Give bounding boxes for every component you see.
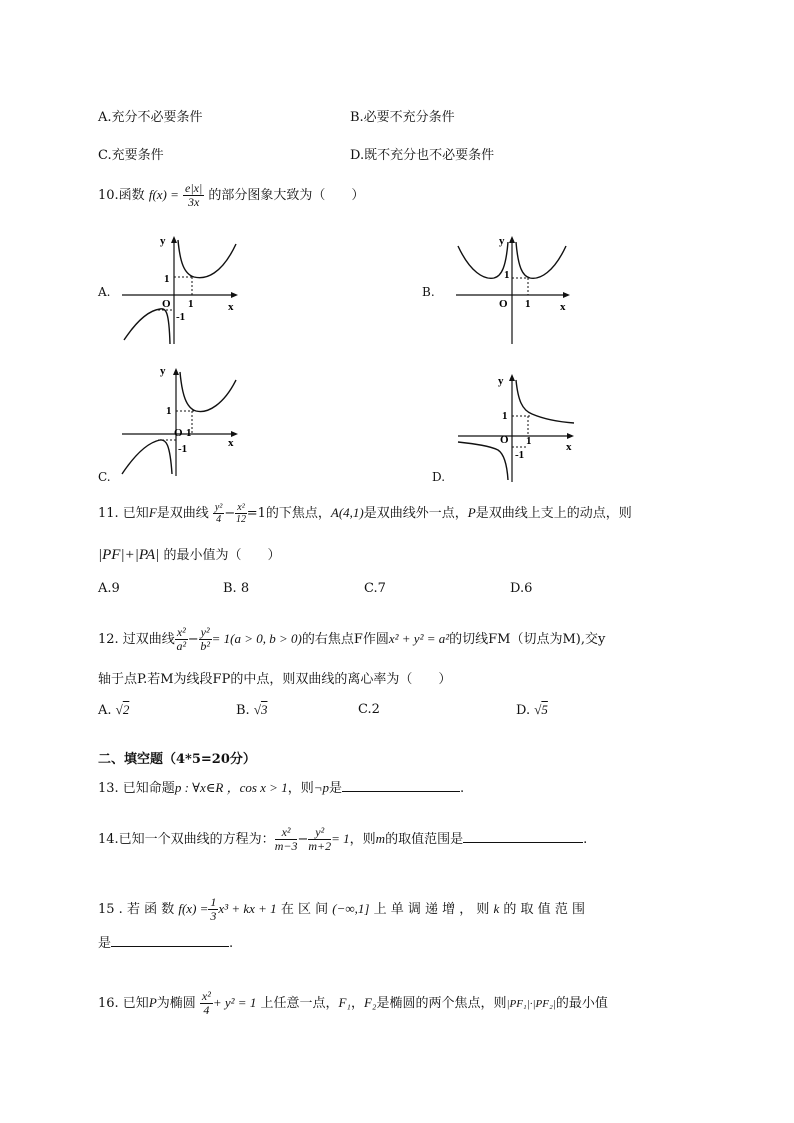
q16-mid2: 上任意一点， [260, 996, 339, 1012]
q12-option-b [236, 702, 267, 719]
q16-expr: |PF₁|·|PF₂| [506, 998, 556, 1011]
q16-frac [200, 990, 213, 1017]
q15-line2-label: 是 [98, 936, 112, 951]
q12-sqrt-a: 2 [122, 702, 130, 717]
graph-d-x-label: x [566, 441, 572, 453]
q12-cond: = 1(a > 0, b > 0) [211, 631, 302, 647]
q15-func-lhs: f(x) = [178, 901, 209, 917]
q12-frac1-den: a² [176, 639, 187, 654]
graph-a-y-arrow-icon [171, 236, 177, 243]
q16-ellipse-rest: + y² = 1 [212, 995, 257, 1011]
q13-end: . [460, 781, 465, 796]
q12-option-d [516, 702, 548, 719]
graph-d-one-x: 1 [526, 435, 532, 447]
q10-func-lhs: f(x) = [148, 187, 179, 203]
q16-suffix: 的最小值 [555, 996, 608, 1012]
q16-f1: F₁ [338, 995, 351, 1011]
q11-line2-suffix: 的最小值为（ ） [163, 548, 281, 563]
q11-option-d: D.6 [510, 581, 533, 596]
q11-f: F [148, 505, 157, 520]
q14-frac1 [275, 826, 298, 853]
graph-c-one-y: 1 [166, 405, 172, 417]
q12-frac1-num: x² [176, 625, 186, 639]
graph-d-x-arrow-icon [567, 433, 574, 439]
q12-option-c: C.2 [358, 702, 380, 717]
q16-line [98, 990, 608, 1017]
q12-option-d-label: D. [516, 703, 531, 718]
q14-line [98, 826, 587, 853]
graph-b-y-arrow-icon [509, 236, 515, 243]
q14-m: m [375, 831, 386, 847]
q16-p: P [148, 995, 157, 1011]
q9-option-a: A.充分不必要条件 [98, 110, 203, 125]
graph-c [118, 364, 243, 479]
graph-d-label: D. [432, 470, 446, 484]
q12-sqrt-b: 3 [260, 702, 268, 717]
graph-a-x-label: x [228, 301, 234, 313]
q11-p: P [467, 505, 476, 520]
q10-prefix: 10.函数 [98, 188, 145, 204]
q12-option-a-label: A. [98, 703, 112, 718]
q15-mid1: 在 区 间 [280, 902, 329, 918]
q11-option-c: C.7 [364, 581, 386, 596]
graph-a-curve-right [178, 240, 236, 278]
q11-eq: =1 [246, 506, 266, 521]
q11-minus: − [224, 506, 236, 521]
q11-frac1-den: 4 [216, 514, 222, 525]
graph-d-neg-one: -1 [515, 449, 525, 461]
q15-func-rest: x³ + kx + 1 [218, 901, 277, 917]
q11-frac2-num: x² [237, 502, 245, 513]
q12-option-d-value: √5 [534, 702, 548, 717]
graph-d-curve-left [458, 442, 508, 480]
q11-option-b: B. 8 [223, 581, 250, 596]
q14-eq: = 1 [331, 831, 350, 847]
q12-frac1 [175, 626, 188, 653]
graph-c-x-label: x [228, 437, 234, 449]
q12-mid: 的右焦点F作圆 [301, 632, 389, 648]
graph-b-origin: O [499, 298, 508, 310]
q14-mid: ，则 [349, 832, 376, 848]
q12-circle: x² + y² = a² [388, 631, 450, 647]
graph-d-origin: O [500, 434, 509, 446]
q15-k: k [493, 901, 500, 917]
q14-suffix: 的取值范围是 [385, 832, 464, 848]
q14-frac1-den: m−3 [274, 839, 298, 854]
q12-option-b-value: √3 [253, 702, 268, 717]
q9-option-d: D.既不充分也不必要条件 [350, 148, 495, 163]
q12-option-b-label: B. [236, 703, 250, 718]
graph-d-one-y: 1 [502, 410, 508, 422]
graph-c-curve-left [122, 440, 172, 474]
graph-d-curve-right [516, 380, 574, 423]
q11-frac2 [235, 502, 246, 525]
q15-frac-den: 3 [210, 909, 217, 924]
graph-a-one-y: 1 [164, 273, 170, 285]
graph-d-y-arrow-icon [509, 374, 515, 381]
q16-frac-den: 4 [203, 1003, 210, 1018]
q10-fraction [183, 182, 204, 209]
graph-d-y-label: y [498, 375, 504, 387]
graph-b-x-arrow-icon [563, 292, 570, 298]
q13-expr: p : ∀x∈R ，cos x > 1 [174, 780, 288, 795]
graph-d [456, 370, 581, 485]
graph-a-label: A. [98, 285, 111, 299]
q15-frac-num: 1 [210, 895, 217, 909]
graph-a-origin: O [162, 298, 171, 310]
graph-b-one-x: 1 [525, 298, 531, 310]
q9-option-c: C.充要条件 [98, 148, 164, 163]
q12-suffix: 的切线FM（切点为M),交y [449, 632, 606, 648]
graph-a-neg-one: -1 [176, 311, 186, 323]
q11-frac1-num: y² [214, 502, 223, 513]
q14-frac2-num: y² [308, 826, 331, 840]
q11-a-point: A(4,1) [330, 505, 364, 520]
q12-minus: − [187, 632, 199, 648]
q11-mid3: 是双曲线外一点， [363, 506, 468, 521]
q12-line2: 轴于点P.若M为线段FP的中点，则双曲线的离心率为（ ） [98, 672, 452, 687]
graph-c-origin: O [174, 427, 183, 439]
q10-frac-den: 3x [187, 195, 200, 210]
q15-end: . [229, 936, 234, 951]
q11-frac1 [213, 502, 224, 525]
q14-frac2-den: m+2 [308, 839, 332, 854]
section2-title: 二、填空题（4*5=20分） [98, 752, 256, 767]
q13-neg: ¬p [313, 780, 329, 795]
q14-end: . [583, 832, 588, 848]
q12-frac2-num: y² [200, 625, 210, 639]
q15-answer-blank[interactable] [111, 946, 229, 947]
q15-line1 [98, 896, 585, 923]
graph-c-one-x: 1 [186, 427, 192, 439]
q11-option-a: A.9 [98, 581, 120, 596]
q12-option-a [98, 702, 129, 719]
graph-b-curve-left [458, 242, 508, 278]
q11-line2 [98, 546, 281, 564]
q11-expr: |PF|+|PA| [98, 547, 160, 563]
q11-mid2: 的下焦点， [265, 506, 331, 521]
q10-stem [98, 182, 364, 209]
q16-frac-num: x² [201, 989, 211, 1003]
q11-line1 [98, 502, 632, 525]
q12-prefix: 12. 过双曲线 [98, 632, 175, 648]
q14-frac2 [308, 826, 331, 853]
q15-interval: (−∞,1] [332, 901, 370, 917]
graph-c-curve-right [180, 372, 236, 412]
q14-frac1-num: x² [275, 826, 298, 840]
graph-b-one-y: 1 [504, 269, 510, 281]
q14-minus: − [297, 832, 309, 848]
q15-mid2: 上 单 调 递 增 ， 则 [373, 902, 490, 918]
q16-mid1: 为椭圆 [156, 996, 196, 1012]
graph-b-curve-right [516, 242, 566, 278]
q13-prefix: 13. 已知命题 [98, 781, 175, 796]
q12-sqrt-d: 5 [541, 702, 548, 717]
q10-suffix: 的部分图象大致为（ ） [208, 188, 365, 204]
q12-option-a-value: √2 [115, 702, 130, 717]
graph-b-label: B. [422, 285, 435, 299]
q13-suffix: 是 [329, 781, 343, 796]
graph-a [118, 232, 243, 347]
q13-mid: ，则 [287, 781, 314, 796]
graph-c-neg-one: -1 [178, 443, 188, 455]
q9-option-b: B.必要不充分条件 [350, 110, 455, 125]
q14-prefix: 14.已知一个双曲线的方程为： [98, 832, 275, 848]
graph-c-y-arrow-icon [173, 368, 179, 375]
q16-comma: ， [350, 996, 364, 1012]
q13-line [98, 780, 464, 797]
q13-answer-blank[interactable] [342, 791, 460, 792]
q11-mid4: 是双曲线上支上的动点，则 [475, 506, 632, 521]
q11-frac2-den: 12 [235, 514, 246, 525]
q12-frac2-den: b² [200, 639, 210, 654]
graph-a-y-label: y [160, 235, 166, 247]
q16-f2: F₂ [363, 995, 377, 1011]
q11-prefix: 11. 已知 [98, 506, 149, 521]
graph-a-curve-left [124, 309, 170, 344]
q15-frac [208, 896, 218, 923]
q11-mid1: 是双曲线 [156, 506, 209, 521]
q15-line2 [98, 936, 233, 952]
q15-suffix: 的 取 值 范 围 [503, 902, 585, 918]
q14-answer-blank[interactable] [463, 842, 583, 843]
q12-frac2 [199, 626, 212, 653]
q16-prefix: 16. 已知 [98, 996, 149, 1012]
q15-prefix: 15 . 若 函 数 [98, 902, 175, 918]
graph-c-label: C. [98, 470, 111, 484]
graph-b [452, 232, 577, 347]
graph-b-y-label: y [499, 235, 505, 247]
q16-mid3: 是椭圆的两个焦点，则 [376, 996, 507, 1012]
graph-b-x-label: x [560, 301, 566, 313]
q10-frac-num: e|x| [185, 181, 203, 195]
graph-a-one-x: 1 [188, 298, 194, 310]
graph-a-x-arrow-icon [231, 292, 238, 298]
graph-c-y-label: y [160, 365, 166, 377]
q12-line1 [98, 626, 605, 653]
